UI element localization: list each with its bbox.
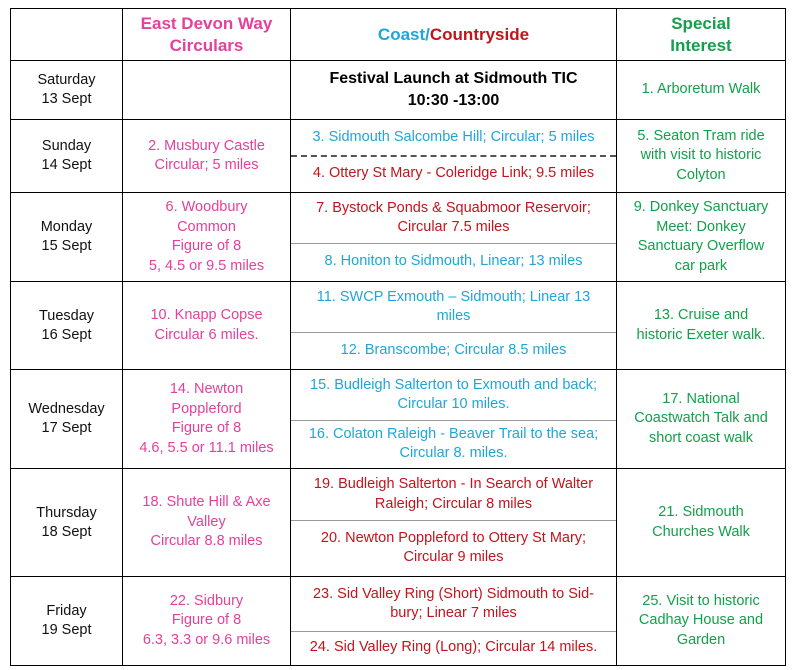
coast-countryside-cell [291,193,617,282]
walk-item: 4. Ottery St Mary - Coleridge Link; 9.5 miles [312,165,595,182]
circular-cell: 18. Shute Hill & Axe Valley Circular 8.8 miles [123,469,291,577]
walk-item: 3. Sidmouth Salcombe Hill; Circular; 5 miles [291,121,616,157]
table-row [11,120,786,193]
table-row [11,61,786,120]
day-cell: Wednesday 17 Sept [11,370,123,469]
walk-item: 23. Sid Valley Ring (Short) Sidmouth to Sid-bury; Linear 7 miles [291,578,616,632]
walk-item: 19. Budleigh Salterton - In Search of Walter Raleigh; Circular 8 miles [291,470,616,521]
day-cell: Saturday 13 Sept [11,61,123,120]
day-cell: Thursday 18 Sept [11,469,123,577]
walk-item: 8. Honiton to Sidmouth, Linear; 13 miles [324,253,583,270]
special-interest-cell: 13. Cruise and historic Exeter walk. [617,282,786,370]
coast-countryside-cell [291,370,617,469]
special-interest-cell: 9. Donkey Sanctuary Meet: Donkey Sanctuary Overflow car park [617,193,786,282]
coast-countryside-cell [291,469,617,577]
header-day-cell [11,9,123,61]
special-interest-cell: 25. Visit to historic Cadhay House and Garden [617,577,786,666]
table-row [11,193,786,282]
walk-item: 16. Colaton Raleigh - Beaver Trail to the sea; Circular 8. miles. [308,425,599,461]
coast-countryside-cell [291,120,617,193]
walk-item: 7. Bystock Ponds & Squabmoor Reservoir; Circular 7.5 miles [291,194,616,244]
table-row [11,469,786,577]
programme-table [10,8,786,666]
day-cell: Sunday 14 Sept [11,120,123,193]
header-east-devon-way-circulars: East Devon Way Circulars [123,9,291,61]
walks-programme [10,8,786,666]
header-row [11,9,786,61]
special-interest-cell: 21. Sidmouth Churches Walk [617,469,786,577]
circular-cell: 10. Knapp Copse Circular 6 miles. [123,282,291,370]
circular-cell: 22. Sidbury Figure of 8 6.3, 3.3 or 9.6 miles [123,577,291,666]
walk-item: 11. SWCP Exmouth – Sidmouth; Linear 13 miles [291,283,616,333]
walk-item: 24. Sid Valley Ring (Long); Circular 14 miles. [309,639,598,656]
day-cell: Monday 15 Sept [11,193,123,282]
circular-cell: 14. Newton Poppleford Figure of 8 4.6, 5.5 or 11.1 miles [123,370,291,469]
day-cell: Friday 19 Sept [11,577,123,666]
festival-launch-cell: Festival Launch at Sidmouth TIC 10:30 -13:00 [291,61,617,120]
special-interest-cell: 17. National Coastwatch Talk and short coast walk [617,370,786,469]
header-coast-countryside: Coast/Countryside [291,9,617,61]
coast-countryside-cell [291,577,617,666]
special-interest-cell: 5. Seaton Tram ride with visit to historic Colyton [617,120,786,193]
coast-countryside-cell [291,282,617,370]
table-row [11,370,786,469]
circular-cell: 6. Woodbury Common Figure of 8 5, 4.5 or 9.5 miles [123,193,291,282]
walk-item: 12. Branscombe; Circular 8.5 miles [340,341,567,358]
header-special-interest: Special Interest [617,9,786,61]
table-row [11,577,786,666]
circular-cell [123,61,291,120]
table-row [11,282,786,370]
walk-item: 15. Budleigh Salterton to Exmouth and back; Circular 10 miles. [291,371,616,421]
day-cell: Tuesday 16 Sept [11,282,123,370]
walk-item: 20. Newton Poppleford to Ottery St Mary; Circular 9 miles [320,529,587,565]
special-interest-cell: 1. Arboretum Walk [617,61,786,120]
circular-cell: 2. Musbury Castle Circular; 5 miles [123,120,291,193]
